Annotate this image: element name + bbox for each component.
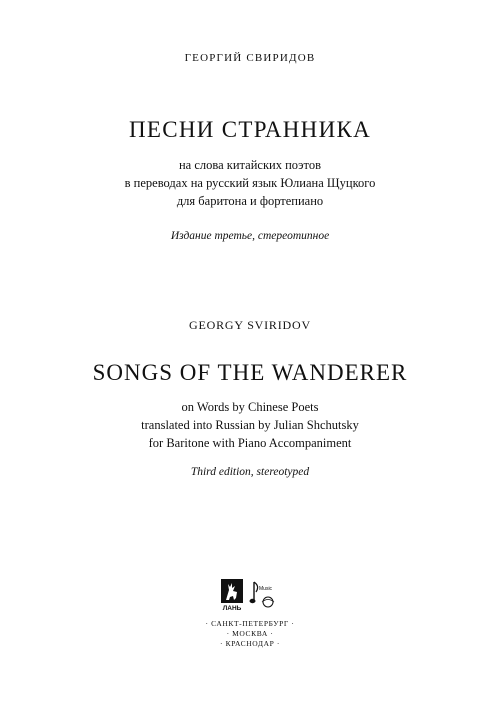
- lan-deer-logo-icon: [220, 578, 244, 612]
- author-english: GEORGY SVIRIDOV: [189, 318, 311, 332]
- subtitle-russian-line-3: для баритона и фортепиано: [176, 194, 324, 208]
- city-moscow: · МОСКВА ·: [226, 629, 274, 638]
- subtitle-russian-line-1: на слова китайских поэтов: [178, 158, 322, 172]
- subtitle-english-line-1: on Words by Chinese Poets: [181, 400, 319, 414]
- city-krasnodar: · КРАСНОДАР ·: [220, 639, 280, 648]
- edition-english: Third edition, stereotyped: [190, 466, 310, 478]
- svg-text:ЛАНЬ: ЛАНЬ: [222, 605, 242, 612]
- subtitle-english-line-2: translated into Russian by Julian Shchutsky: [141, 418, 359, 432]
- svg-text:Music: Music: [259, 586, 273, 592]
- title-russian: ПЕСНИ СТРАННИКА: [128, 117, 372, 142]
- title-english: SONGS OF THE WANDERER: [92, 360, 408, 385]
- author-russian: ГЕОРГИЙ СВИРИДОВ: [184, 52, 316, 64]
- city-saint-petersburg: · САНКТ-ПЕТЕРБУРГ ·: [205, 619, 295, 628]
- subtitle-russian-line-2: в переводах на русский язык Юлиана Щуцкого: [124, 176, 376, 190]
- planet-of-music-logo-icon: [248, 580, 280, 612]
- edition-russian: Издание третье, стереотипное: [170, 230, 330, 242]
- publisher-logos: [220, 578, 280, 614]
- subtitle-english-line-3: for Baritone with Piano Accompaniment: [148, 436, 352, 450]
